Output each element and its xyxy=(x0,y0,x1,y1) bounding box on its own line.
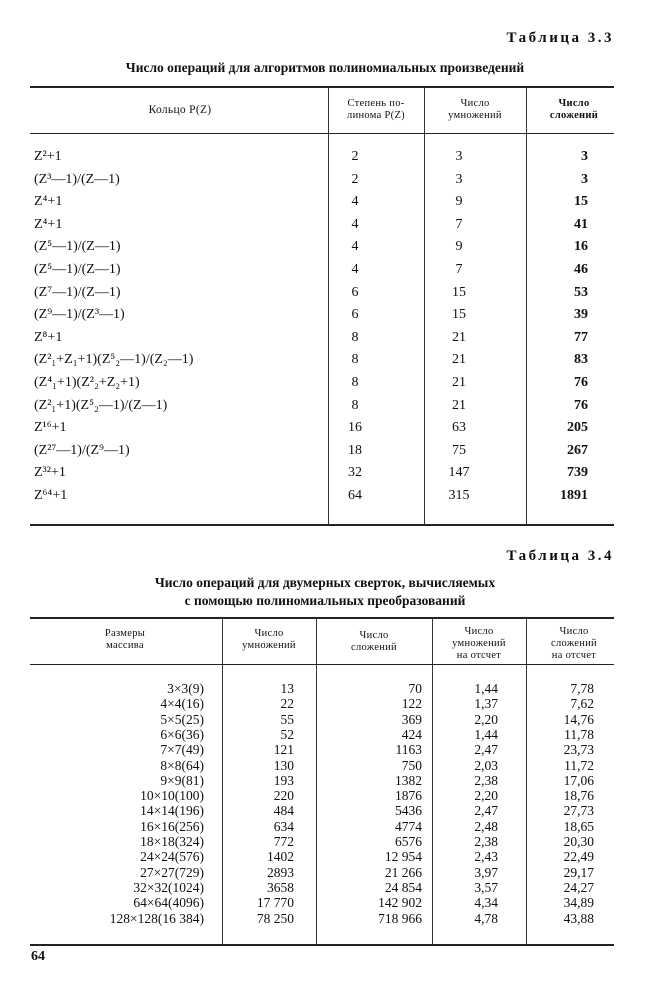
table-3-3-number: Таблица 3.3 xyxy=(506,30,614,46)
table-3-3-cell-mult: 15 xyxy=(452,307,466,322)
table-3-3-cell-mult: 7 xyxy=(455,262,463,277)
table-3-3-cell-degree: 2 xyxy=(351,149,359,164)
table-3-3-cell-ring: Z⁴+1 xyxy=(34,194,63,209)
table-3-4-cell-mult: 22 xyxy=(280,696,294,711)
table-3-3-header-rule xyxy=(30,133,614,134)
table-3-4-cell-add: 70 xyxy=(408,681,422,696)
table-3-3-cell-ring: Z¹⁶+1 xyxy=(34,420,67,435)
table-3-4-cell-size: 4×4(16) xyxy=(160,696,204,711)
table-3-3-cell-add: 16 xyxy=(574,239,588,254)
table-3-4-cell-add: 21 266 xyxy=(384,865,422,880)
table-3-4-header-add: Число сложений xyxy=(351,630,397,653)
table-3-3-cell-add: 39 xyxy=(574,307,588,322)
table-3-4-cell-mult: 1402 xyxy=(267,849,294,864)
table-3-3-header-mult: Число умножений xyxy=(448,98,502,121)
table-3-3-cell-mult: 21 xyxy=(452,330,466,345)
table-3-3-cell-degree: 64 xyxy=(348,488,362,503)
table-3-3-cell-degree: 32 xyxy=(348,465,362,480)
table-3-4-cell-mult-per: 1,44 xyxy=(474,727,498,742)
table-3-3-cell-add: 77 xyxy=(574,330,588,345)
table-3-3-cell-mult: 21 xyxy=(452,375,466,390)
table-3-3-cell-ring: Z⁶⁴+1 xyxy=(34,488,68,503)
table-3-4-cell-mult: 193 xyxy=(273,773,294,788)
table-3-4-cell-size: 32×32(1024) xyxy=(133,880,204,895)
table-3-3-cell-ring: (Z⁹—1)/(Z³—1) xyxy=(34,307,125,322)
table-3-4-col-divider-2 xyxy=(316,618,317,944)
table-3-4-cell-add: 369 xyxy=(401,712,422,727)
table-3-3-cell-add: 76 xyxy=(574,375,588,390)
table-3-4-cell-add: 750 xyxy=(401,758,422,773)
table-3-4-cell-add: 424 xyxy=(401,727,422,742)
table-3-3-cell-add: 41 xyxy=(574,217,588,232)
table-3-4-cell-mult: 3658 xyxy=(267,880,294,895)
table-3-4-cell-mult-per: 1,44 xyxy=(474,681,498,696)
table-3-4-cell-mult-per: 4,78 xyxy=(474,911,498,926)
table-3-3-cell-mult: 75 xyxy=(452,443,466,458)
table-3-4-col-divider-4 xyxy=(526,618,527,944)
table-3-3-cell-add: 53 xyxy=(574,285,588,300)
table-3-3-cell-mult: 7 xyxy=(455,217,463,232)
table-3-4-cell-size: 128×128(16 384) xyxy=(109,911,204,926)
table-3-3-cell-ring: (Z³—1)/(Z—1) xyxy=(34,172,120,187)
table-3-4-cell-mult-per: 2,38 xyxy=(474,773,498,788)
table-3-4-cell-add-per: 11,72 xyxy=(564,758,594,773)
table-3-3-cell-mult: 21 xyxy=(452,352,466,367)
table-3-3-cell-degree: 4 xyxy=(351,194,359,209)
table-3-3-cell-ring: (Z⁵—1)/(Z—1) xyxy=(34,239,121,254)
table-3-3-cell-mult: 3 xyxy=(455,172,463,187)
table-3-4-cell-mult-per: 2,47 xyxy=(474,742,498,757)
table-3-3-cell-add: 1891 xyxy=(560,488,588,503)
table-3-4-cell-add-per: 7,62 xyxy=(570,696,594,711)
table-3-3-cell-degree: 6 xyxy=(351,307,359,322)
table-3-4-cell-size: 9×9(81) xyxy=(160,773,204,788)
table-3-4-cell-add-per: 23,73 xyxy=(563,742,594,757)
table-3-4-cell-mult: 55 xyxy=(280,712,294,727)
table-3-4-caption-line2: с помощью полиномиальных преобразований xyxy=(184,593,466,608)
table-3-4-cell-size: 18×18(324) xyxy=(140,834,204,849)
table-3-3-col-divider-2 xyxy=(424,87,425,525)
table-3-4-cell-add-per: 29,17 xyxy=(563,865,594,880)
table-3-3-cell-ring: Z⁴+1 xyxy=(34,217,63,232)
table-3-4-cell-add: 1163 xyxy=(395,742,422,757)
table-3-3-cell-ring: (Z²⁷—1)/(Z⁹—1) xyxy=(34,443,130,458)
table-3-4-cell-add-per: 11,78 xyxy=(564,727,594,742)
table-3-3-cell-degree: 4 xyxy=(351,239,359,254)
table-3-4-cell-add-per: 14,76 xyxy=(563,712,594,727)
table-3-4-cell-mult-per: 2,03 xyxy=(474,758,498,773)
table-3-4-caption-line1: Число операций для двумерных сверток, вычисляемых xyxy=(154,575,496,590)
table-3-4-cell-add: 5436 xyxy=(395,803,422,818)
table-3-4-cell-size: 10×10(100) xyxy=(140,788,204,803)
table-3-3-cell-ring: Z²+1 xyxy=(34,149,62,164)
table-3-4-cell-add-per: 43,88 xyxy=(563,911,594,926)
table-3-4-cell-mult: 634 xyxy=(273,819,294,834)
table-3-3-cell-add: 3 xyxy=(581,172,588,187)
table-3-3-cell-mult: 147 xyxy=(448,465,470,480)
table-3-4-col-divider-3 xyxy=(432,618,433,944)
table-3-3-cell-add: 76 xyxy=(574,398,588,413)
table-3-4-header-add-per: Число сложений на отсчет xyxy=(551,626,597,661)
table-3-3-cell-mult: 21 xyxy=(452,398,466,413)
table-3-3-cell-degree: 4 xyxy=(351,262,359,277)
table-3-3-cell-mult: 9 xyxy=(455,239,463,254)
table-3-4-cell-add-per: 34,89 xyxy=(563,895,594,910)
table-3-4-cell-mult: 220 xyxy=(273,788,294,803)
table-3-4-cell-mult: 13 xyxy=(280,681,294,696)
table-3-4-cell-mult-per: 2,20 xyxy=(474,712,498,727)
table-3-4-cell-mult: 121 xyxy=(273,742,294,757)
table-3-4-cell-add: 718 966 xyxy=(378,911,422,926)
table-3-4-cell-add-per: 27,73 xyxy=(563,803,594,818)
table-3-3-cell-degree: 8 xyxy=(351,398,359,413)
table-3-3-cell-ring: Z⁸+1 xyxy=(34,330,63,345)
table-3-4-header-size: Размеры массива xyxy=(104,628,146,651)
table-3-3-cell-add: 15 xyxy=(574,194,588,209)
table-3-4-cell-mult-per: 3,57 xyxy=(474,880,498,895)
table-3-4-cell-mult-per: 2,20 xyxy=(474,788,498,803)
table-3-3-cell-add: 83 xyxy=(574,352,588,367)
table-3-4-cell-size: 64×64(4096) xyxy=(133,895,204,910)
table-3-4-cell-size: 16×16(256) xyxy=(140,819,204,834)
table-3-4-cell-mult-per: 2,38 xyxy=(474,834,498,849)
table-3-3-caption: Число операций для алгоритмов полиномиальных произведений xyxy=(125,60,525,75)
table-3-3-cell-degree: 8 xyxy=(351,330,359,345)
table-3-4-cell-mult-per: 1,37 xyxy=(474,696,498,711)
table-3-4-number: Таблица 3.4 xyxy=(506,548,614,564)
table-3-4-header-rule xyxy=(30,664,614,665)
table-3-3-col-divider-3 xyxy=(526,87,527,525)
table-3-4-bottom-rule xyxy=(30,944,614,946)
table-3-3-cell-ring: (Z⁵—1)/(Z—1) xyxy=(34,262,121,277)
table-3-4-cell-add-per: 22,49 xyxy=(563,849,594,864)
table-3-4-cell-size: 27×27(729) xyxy=(140,865,204,880)
table-3-3-cell-mult: 9 xyxy=(455,194,463,209)
page-number: 64 xyxy=(31,949,45,964)
table-3-4-cell-add-per: 18,76 xyxy=(563,788,594,803)
table-3-4-cell-add: 122 xyxy=(401,696,422,711)
table-3-4-cell-size: 8×8(64) xyxy=(160,758,204,773)
table-3-4-cell-size: 7×7(49) xyxy=(160,742,204,757)
table-3-3-bottom-rule xyxy=(30,524,614,526)
table-3-3-cell-add: 3 xyxy=(581,149,588,164)
table-3-4-cell-mult-per: 3,97 xyxy=(474,865,498,880)
table-3-3-cell-degree: 4 xyxy=(351,217,359,232)
table-3-4-cell-mult-per: 2,48 xyxy=(474,819,498,834)
table-3-3-cell-add: 739 xyxy=(567,465,588,480)
table-3-4-cell-add-per: 17,06 xyxy=(563,773,594,788)
table-3-3-cell-ring: (Z²₁+1)(Z⁵₂—1)/(Z—1) xyxy=(34,398,168,413)
table-3-3-header-add: Число сложений xyxy=(549,98,599,121)
table-3-4-cell-add: 6576 xyxy=(395,834,422,849)
table-3-4-header-mult: Число умножений xyxy=(242,628,296,651)
table-3-4-cell-add-per: 24,27 xyxy=(563,880,594,895)
table-3-3-cell-add: 205 xyxy=(567,420,588,435)
table-3-3-cell-ring: (Z⁷—1)/(Z—1) xyxy=(34,285,121,300)
table-3-3-cell-degree: 18 xyxy=(348,443,362,458)
table-3-3-cell-degree: 2 xyxy=(351,172,359,187)
table-3-4-cell-mult-per: 2,43 xyxy=(474,849,498,864)
table-3-4-cell-size: 3×3(9) xyxy=(167,681,204,696)
table-3-4-cell-mult: 78 250 xyxy=(256,911,294,926)
table-3-3-col-divider-1 xyxy=(328,87,329,525)
table-3-4-cell-add-per: 7,78 xyxy=(570,681,594,696)
table-3-4-cell-size: 6×6(36) xyxy=(160,727,204,742)
table-3-4-cell-size: 5×5(25) xyxy=(160,712,204,727)
table-3-3-cell-ring: (Z²₁+Z₁+1)(Z⁵₂—1)/(Z₂—1) xyxy=(34,352,194,367)
table-3-4-cell-mult: 17 770 xyxy=(256,895,294,910)
table-3-4-cell-add: 1876 xyxy=(395,788,422,803)
table-3-4-col-divider-1 xyxy=(222,618,223,944)
table-3-4-cell-add-per: 18,65 xyxy=(563,819,594,834)
table-3-4-cell-mult: 130 xyxy=(273,758,294,773)
table-3-4-cell-add-per: 20,30 xyxy=(563,834,594,849)
table-3-3-cell-mult: 3 xyxy=(455,149,463,164)
table-3-4-cell-size: 24×24(576) xyxy=(140,849,204,864)
table-3-4-cell-mult: 2893 xyxy=(267,865,294,880)
table-3-3-header-degree: Степень по- линома P(Z) xyxy=(347,98,405,121)
table-3-4-cell-add: 12 954 xyxy=(384,849,422,864)
table-3-4-cell-size: 14×14(196) xyxy=(140,803,204,818)
table-3-4-cell-add: 142 902 xyxy=(378,895,422,910)
table-3-4-cell-mult: 484 xyxy=(273,803,294,818)
table-3-3-cell-degree: 6 xyxy=(351,285,359,300)
table-3-3-header-ring: Кольцо P(Z) xyxy=(148,104,212,116)
table-3-4-cell-add: 24 854 xyxy=(384,880,422,895)
table-3-4-cell-mult-per: 4,34 xyxy=(474,895,498,910)
table-3-3-cell-mult: 315 xyxy=(448,488,470,503)
table-3-4-cell-add: 1382 xyxy=(395,773,422,788)
table-3-3-cell-ring: (Z⁴₁+1)(Z²₂+Z₂+1) xyxy=(34,375,140,390)
table-3-3-cell-add: 46 xyxy=(574,262,588,277)
table-3-3-cell-degree: 8 xyxy=(351,375,359,390)
table-3-4-cell-mult: 772 xyxy=(273,834,294,849)
table-3-4-cell-mult: 52 xyxy=(280,727,294,742)
table-3-3-cell-ring: Z³²+1 xyxy=(34,465,66,480)
table-3-4-cell-mult-per: 2,47 xyxy=(474,803,498,818)
table-3-3-cell-mult: 63 xyxy=(452,420,466,435)
table-3-3-cell-add: 267 xyxy=(567,443,588,458)
table-3-3-cell-mult: 15 xyxy=(452,285,466,300)
table-3-4-header-mult-per: Число умножений на отсчет xyxy=(452,626,506,661)
table-3-3-cell-degree: 16 xyxy=(348,420,362,435)
table-3-3-cell-degree: 8 xyxy=(351,352,359,367)
table-3-4-cell-add: 4774 xyxy=(395,819,422,834)
